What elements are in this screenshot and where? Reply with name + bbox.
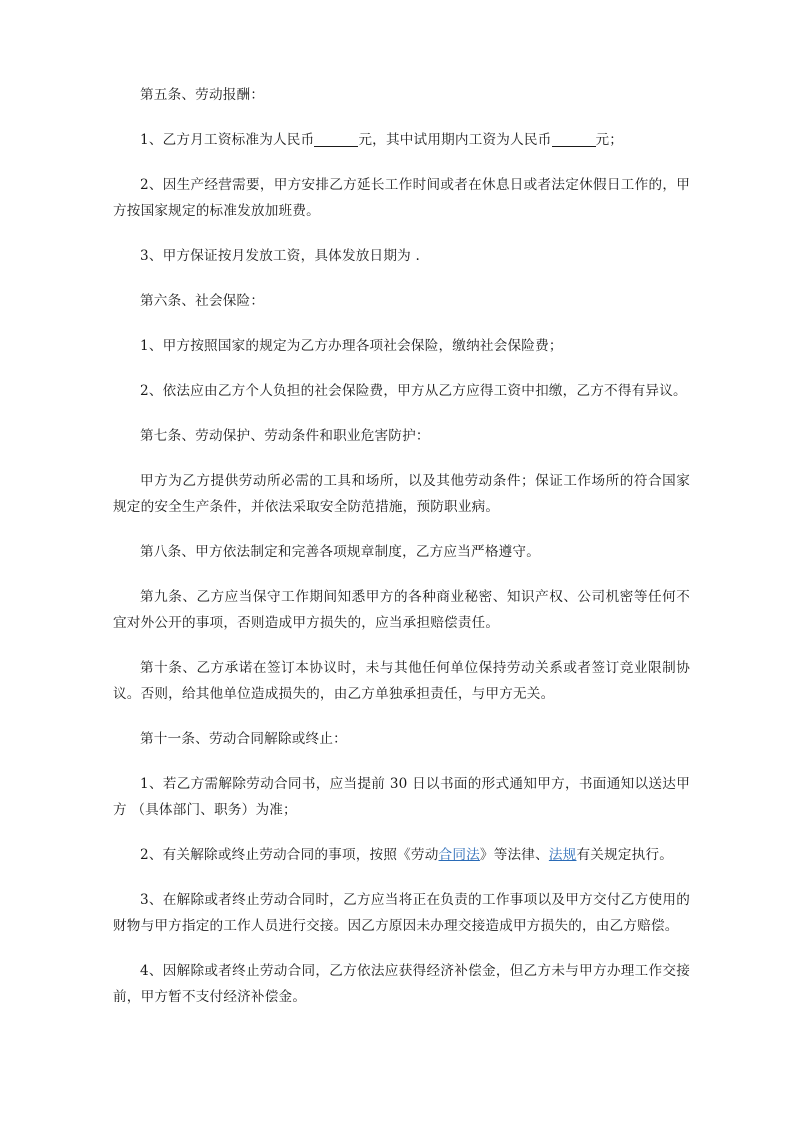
article-6-item-1: 1、甲方按照国家的规定为乙方办理各项社会保险，缴纳社会保险费； [140, 338, 563, 354]
regulations-link[interactable]: 法规 [548, 847, 577, 863]
monthly-salary-blank [314, 131, 358, 147]
article-11-item-4: 4、因解除或者终止劳动合同，乙方依法应获得经济补偿金，但乙方未与甲方办理工作交接前，甲方暂不支付经济补偿金。 [113, 963, 690, 1005]
probation-salary-blank [552, 131, 596, 147]
article-5-title: 第五条、劳动报酬： [140, 87, 265, 103]
article-11-item-1: 1、若乙方需解除劳动合同书，应当提前 30 日以书面的形式通知甲方，书面通知以送达甲方 （具体部门、职务）为准； [113, 776, 690, 818]
text-segment: 有关规定执行。 [576, 847, 674, 863]
contract-law-link[interactable]: 合同法 [438, 847, 480, 863]
article-7-body: 甲方为乙方提供劳动所必需的工具和场所，以及其他劳动条件；保证工作场所的符合国家规定的安全生产条件，并依法采取安全防范措施，预防职业病。 [113, 473, 690, 515]
article-11-item-2 [113, 842, 690, 868]
article-6-title: 第六条、社会保险： [140, 293, 265, 309]
article-8: 第八条、甲方依法制定和完善各项规章制度，乙方应当严格遵守。 [140, 544, 541, 560]
article-6-item-2: 2、依法应由乙方个人负担的社会保险费，甲方从乙方应得工资中扣缴，乙方不得有异议。 [140, 383, 687, 399]
article-10: 第十条、乙方承诺在签订本协议时，未与其他任何单位保持劳动关系或者签订竞业限制协议。否则，给其他单位造成损失的，由乙方单独承担责任，与甲方无关。 [113, 660, 690, 702]
article-5-item-1 [113, 127, 690, 153]
article-11-title: 第十一条、劳动合同解除或终止： [140, 731, 347, 747]
article-5-item-3: 3、甲方保证按月发放工资，具体发放日期为 . [140, 248, 420, 264]
text-segment: 元； [595, 132, 624, 148]
article-11-item-3: 3、在解除或者终止劳动合同时，乙方应当将正在负责的工作事项以及甲方交付乙方使用的财物与甲方指定的工作人员进行交接。因乙方原因未办理交接造成甲方损失的，由乙方赔偿。 [113, 892, 690, 934]
text-segment: 1、乙方月工资标准为人民币 [140, 132, 315, 148]
article-9: 第九条、乙方应当保守工作期间知悉甲方的各种商业秘密、知识产权、公司机密等任何不宜对外公开的事项，否则造成甲方损失的，应当承担赔偿责任。 [113, 589, 690, 631]
text-segment: 2、有关解除或终止劳动合同的事项，按照《劳动 [140, 847, 439, 863]
document-body [113, 82, 690, 1029]
article-7-title: 第七条、劳动保护、劳动条件和职业危害防护： [140, 428, 430, 444]
text-segment: 》等法律、 [479, 847, 549, 863]
text-segment: 元，其中试用期内工资为人民币 [358, 132, 552, 148]
article-5-item-2: 2、因生产经营需要，甲方安排乙方延长工作时间或者在休息日或者法定休假日工作的，甲方按国家规定的标准发放加班费。 [113, 177, 690, 219]
